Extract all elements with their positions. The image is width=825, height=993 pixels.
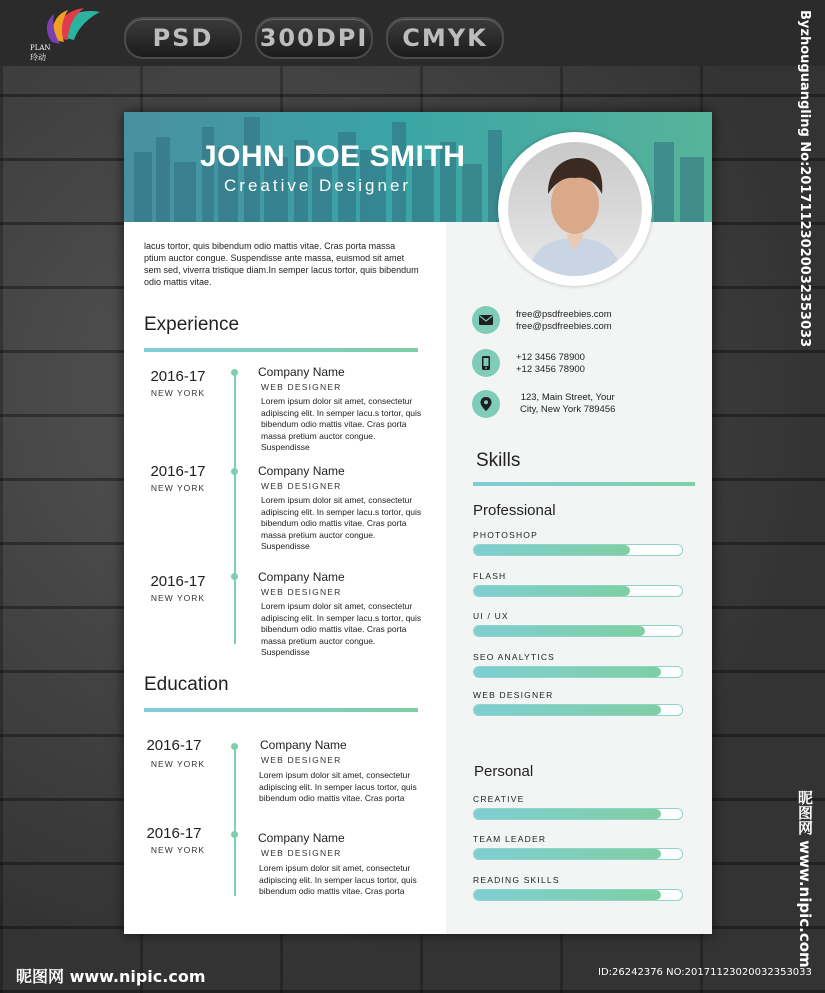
entry-year: 2016-17 <box>150 368 206 385</box>
dpi-badge: 300DPI <box>255 17 373 59</box>
profile-photo-frame <box>498 132 652 286</box>
entry-role: WEB DESIGNER <box>261 848 342 858</box>
education-rule <box>144 708 418 712</box>
timeline-dot <box>231 831 238 838</box>
experience-rule <box>144 348 418 352</box>
entry-description: Lorem ipsum dolor sit amet, consectetur adipiscing elit. In semper lacus tortor, quis bibendum odio mattis vitae. Cras porta <box>259 770 417 803</box>
timeline-dot <box>231 468 238 475</box>
top-bar <box>0 0 825 66</box>
entry-company: Company Name <box>258 464 345 478</box>
skills-rule <box>473 482 695 486</box>
experience-heading: Experience <box>144 314 240 335</box>
skill-label: TEAM LEADER <box>473 834 547 844</box>
email-contact <box>472 306 500 334</box>
address-text <box>520 392 615 416</box>
skill-bar-fill <box>474 667 661 677</box>
map-pin-icon <box>479 397 493 411</box>
timeline-dot <box>231 573 238 580</box>
watermark-side-bottom: 昵图网 www.nipic.com <box>796 790 814 968</box>
phone-line-2: +12 3456 78900 <box>516 364 585 375</box>
mobile-phone-icon <box>479 356 493 370</box>
watermark-side-top: Byzhouguangling No:20171123020032353033 <box>797 10 812 348</box>
entry-year: 2016-17 <box>146 737 202 754</box>
svg-text:玲动: 玲动 <box>30 53 46 62</box>
profile-photo <box>508 142 642 276</box>
skill-bar <box>473 704 683 716</box>
entry-location: NEW YORK <box>150 483 206 493</box>
entry-description: Lorem ipsum dolor sit amet, consectetur adipiscing elit. In semper lacu.s tortor, quis bibendum odio mattis vitae. Cras porta massa pretium auctor congue. Suspendisse <box>261 495 422 551</box>
email-line-2: free@psdfreebies.com <box>516 321 612 332</box>
skill-label: WEB DESIGNER <box>473 690 554 700</box>
personal-heading: Personal <box>474 763 534 780</box>
skill-bar <box>473 848 683 860</box>
skill-bar-fill <box>474 890 661 900</box>
entry-company: Company Name <box>258 570 345 584</box>
skill-bar-fill <box>474 586 630 596</box>
svg-text:PLAN: PLAN <box>30 44 51 52</box>
entry-company: Company Name <box>258 831 345 845</box>
professional-heading: Professional <box>473 502 556 519</box>
entry-year: 2016-17 <box>146 825 202 842</box>
entry-company: Company Name <box>260 738 347 752</box>
intro-paragraph: lacus tortor, quis bibendum odio mattis vitae. Cras porta massa ptium auctor congue. Suspendisse ante massa, euismod sit amet sem sed, viverra tristique diam.In semper lacus tortor, quis bibendum odio mattis vitae. <box>144 241 419 287</box>
skill-bar <box>473 666 683 678</box>
skill-bar <box>473 889 683 901</box>
entry-description: Lorem ipsum dolor sit amet, consectetur adipiscing elit. In semper lacu.s tortor, quis bibendum odio mattis vitae. Cras porta massa pretium auctor congue. Suspendisse <box>261 601 422 657</box>
resume-title: Creative Designer <box>224 176 412 195</box>
skill-label: SEO ANALYTICS <box>473 652 556 662</box>
entry-year: 2016-17 <box>150 573 206 590</box>
skill-bar-fill <box>474 545 630 555</box>
education-heading: Education <box>144 674 229 695</box>
skill-bar-fill <box>474 626 645 636</box>
skill-bar <box>473 625 683 637</box>
entry-description: Lorem ipsum dolor sit amet, consectetur adipiscing elit. In semper lacus tortor, quis bibendum odio mattis vitae. Cras porta <box>259 863 417 896</box>
entry-location: NEW YORK <box>150 845 206 855</box>
skill-label: UI / UX <box>473 611 509 621</box>
entry-location: NEW YORK <box>150 593 206 603</box>
resume-name: JOHN DOE SMITH <box>200 140 466 173</box>
envelope-icon <box>479 313 493 327</box>
entry-role: WEB DESIGNER <box>261 481 342 491</box>
plan-logo-icon <box>28 6 108 64</box>
skill-bar-fill <box>474 809 661 819</box>
entry-role: WEB DESIGNER <box>261 587 342 597</box>
entry-description: Lorem ipsum dolor sit amet, consectetur adipiscing elit. In semper lacu.s tortor, quis bibendum odio mattis vitae. Cras porta massa pretium auctor congue. Suspendisse <box>261 396 422 452</box>
watermark-bottom-left: 昵图网 www.nipic.com <box>16 967 206 986</box>
timeline-dot <box>231 369 238 376</box>
entry-role: WEB DESIGNER <box>261 382 342 392</box>
entry-year: 2016-17 <box>150 463 206 480</box>
entry-role: WEB DESIGNER <box>261 755 342 765</box>
entry-location: NEW YORK <box>150 759 206 769</box>
cmyk-badge: CMYK <box>386 17 504 59</box>
address-line-2: City, New York 789456 <box>520 404 616 415</box>
resume-page <box>124 112 712 934</box>
address-line-1: 123, Main Street, Your <box>520 392 615 403</box>
skill-label: PHOTOSHOP <box>473 530 538 540</box>
skill-bar <box>473 808 683 820</box>
experience-timeline <box>234 374 236 644</box>
skill-label: CREATIVE <box>473 794 525 804</box>
psd-badge: PSD <box>124 17 242 59</box>
skill-bar-fill <box>474 849 661 859</box>
address-contact <box>472 390 500 418</box>
phone-line-1: +12 3456 78900 <box>516 352 585 363</box>
skill-label: READING SKILLS <box>473 875 560 885</box>
skill-bar <box>473 544 683 556</box>
phone-contact <box>472 349 500 377</box>
skills-heading: Skills <box>476 450 521 471</box>
timeline-dot <box>231 743 238 750</box>
email-text <box>516 309 612 333</box>
education-timeline <box>234 744 236 896</box>
skill-bar-fill <box>474 705 661 715</box>
skill-label: FLASH <box>473 571 507 581</box>
email-line-1: free@psdfreebies.com <box>516 309 612 320</box>
entry-location: NEW YORK <box>150 388 206 398</box>
skill-bar <box>473 585 683 597</box>
phone-text <box>516 352 585 376</box>
watermark-bottom-right: ID:26242376 NO:20171123020032353033 <box>598 967 812 978</box>
person-icon <box>508 142 642 276</box>
entry-company: Company Name <box>258 365 345 379</box>
